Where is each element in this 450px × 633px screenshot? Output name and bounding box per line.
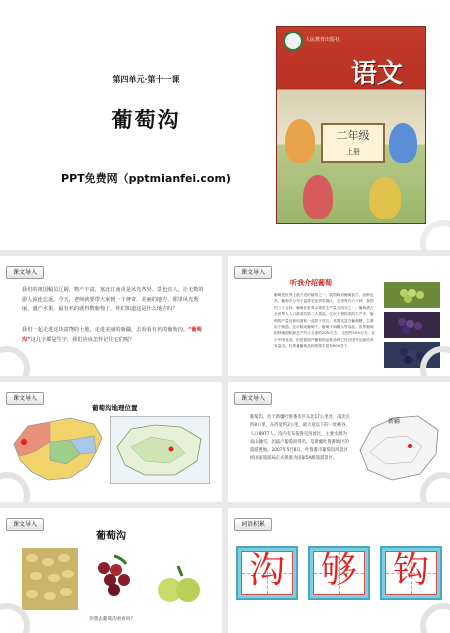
china-map-image <box>10 416 106 484</box>
child-figure-icon <box>389 123 417 163</box>
corner-decoration <box>420 603 450 633</box>
publisher-name: 人民教育出版社 <box>305 37 341 43</box>
child-figure-icon <box>303 175 333 219</box>
section-tag: 课文导入 <box>6 266 44 279</box>
character: 沟 <box>248 550 285 591</box>
book-volume: 上册 <box>346 148 360 156</box>
xinjiang-map-image <box>110 416 210 484</box>
grape-intro-text: 葡萄是世界上最古老的植物之一，我国栽培葡萄甚古，品种也多。葡萄岁分布于温带至亚热带地区，全世界约六十种，我国约三十五种。葡萄在世界水果类生产量占四分之一，葡萄酒占全世界人人口最喜的第二大果品，仅次于柑桔类的生产中，葡萄的产量及栽培面积一直居于首位。其果实富含葡萄糖，主要用于制酒，还可制成葡萄干。葡萄干和罐头等食品。世界葡萄的种植面积和总产约占全部的20%左右，全国约50%左右，在于中国北部，但是我国产葡萄的品系品种已经在国外也能培育有量出。吐鲁番葡萄品种资源丰富有600多个。 <box>274 293 376 349</box>
corner-decoration <box>420 220 450 250</box>
red-grapes-photo <box>84 552 146 602</box>
section-tag: 词语积累 <box>234 518 272 531</box>
grape-valley-photos-slide[interactable] <box>0 508 222 633</box>
intro-slide-2[interactable] <box>228 256 450 376</box>
book-subject: 语文 <box>351 59 404 89</box>
book-grade: 二年级 <box>336 129 370 142</box>
intro-paragraph: 我们的祖国幅员辽阔，物产丰富，塞北江南更是风光各异、景色宜人，让无数的游人流连忘返。今天，老师就要带大家到一个神奇、美丽的地方，那里风光秀丽，盛产水果，最有名的就得数葡萄了，你们知道这是什么地方吗？ <box>22 287 204 312</box>
corner-decoration <box>0 346 30 376</box>
publisher-logo-icon <box>283 31 303 51</box>
child-figure-icon <box>285 119 315 163</box>
slide-caption: 你想去葡萄沟看看吗? <box>89 617 133 622</box>
highlight-word: “葡萄沟” <box>22 327 202 343</box>
textbook-cover-image <box>276 26 426 224</box>
section-tag: 课文导入 <box>6 392 44 405</box>
raisins-photo <box>22 548 78 610</box>
intro-paragraph-2: 我们一起走进这块富饶的土地，走进美丽的新疆，去看看有名的葡萄沟。“葡萄沟”这几字都是生字，我们应该怎样记住它们呢？ <box>22 327 202 343</box>
location-slide[interactable] <box>0 382 222 502</box>
section-tag: 课文导入 <box>234 392 272 405</box>
section-tag: 课文导入 <box>234 266 272 279</box>
green-fruit-photo <box>154 560 204 610</box>
location-marker-icon <box>21 439 27 445</box>
character: 够 <box>320 550 357 591</box>
location-marker-icon <box>408 444 412 448</box>
location-marker-icon <box>169 447 174 452</box>
character-card[interactable] <box>380 546 442 600</box>
site-watermark: PPT免费网（pptmianfei.com) <box>61 172 231 185</box>
unit-label: 第四单元·第十一课 <box>112 75 180 84</box>
grape-valley-text: 葡萄沟，位于新疆吐鲁番市区东北17公里处，南北长约8公里，东西宽约2公里，最大宽以下的一处峡谷，人口8977人。沟内有布依鲁克河流过，主要水源为高山融雪，因盛产葡萄而得名，是新疆吐鲁番地区的旅游胜地。2007年5月8日，吐鲁番市葡萄沟风景区经国家旅游局正式批准为国家5A级旅游景区。 <box>250 415 350 462</box>
slide-heading: 葡萄沟 <box>96 531 126 542</box>
region-label: 新疆 <box>388 418 401 425</box>
raisin-icon <box>26 554 74 600</box>
intro-slide-1[interactable] <box>0 256 222 376</box>
slide-heading: 葡萄沟地理位置 <box>92 404 138 412</box>
character-card[interactable] <box>308 546 370 600</box>
lesson-title: 葡萄沟 <box>111 108 181 132</box>
child-figure-icon <box>369 177 401 219</box>
section-tag: 课文导入 <box>6 518 44 531</box>
slide-heading: 听我介绍葡萄 <box>290 279 332 287</box>
character: 钩 <box>392 550 429 591</box>
vocabulary-slide[interactable] <box>228 508 450 633</box>
grape-valley-intro-slide[interactable] <box>228 382 450 502</box>
cover-slide[interactable] <box>0 0 450 250</box>
character-card[interactable] <box>236 546 298 600</box>
